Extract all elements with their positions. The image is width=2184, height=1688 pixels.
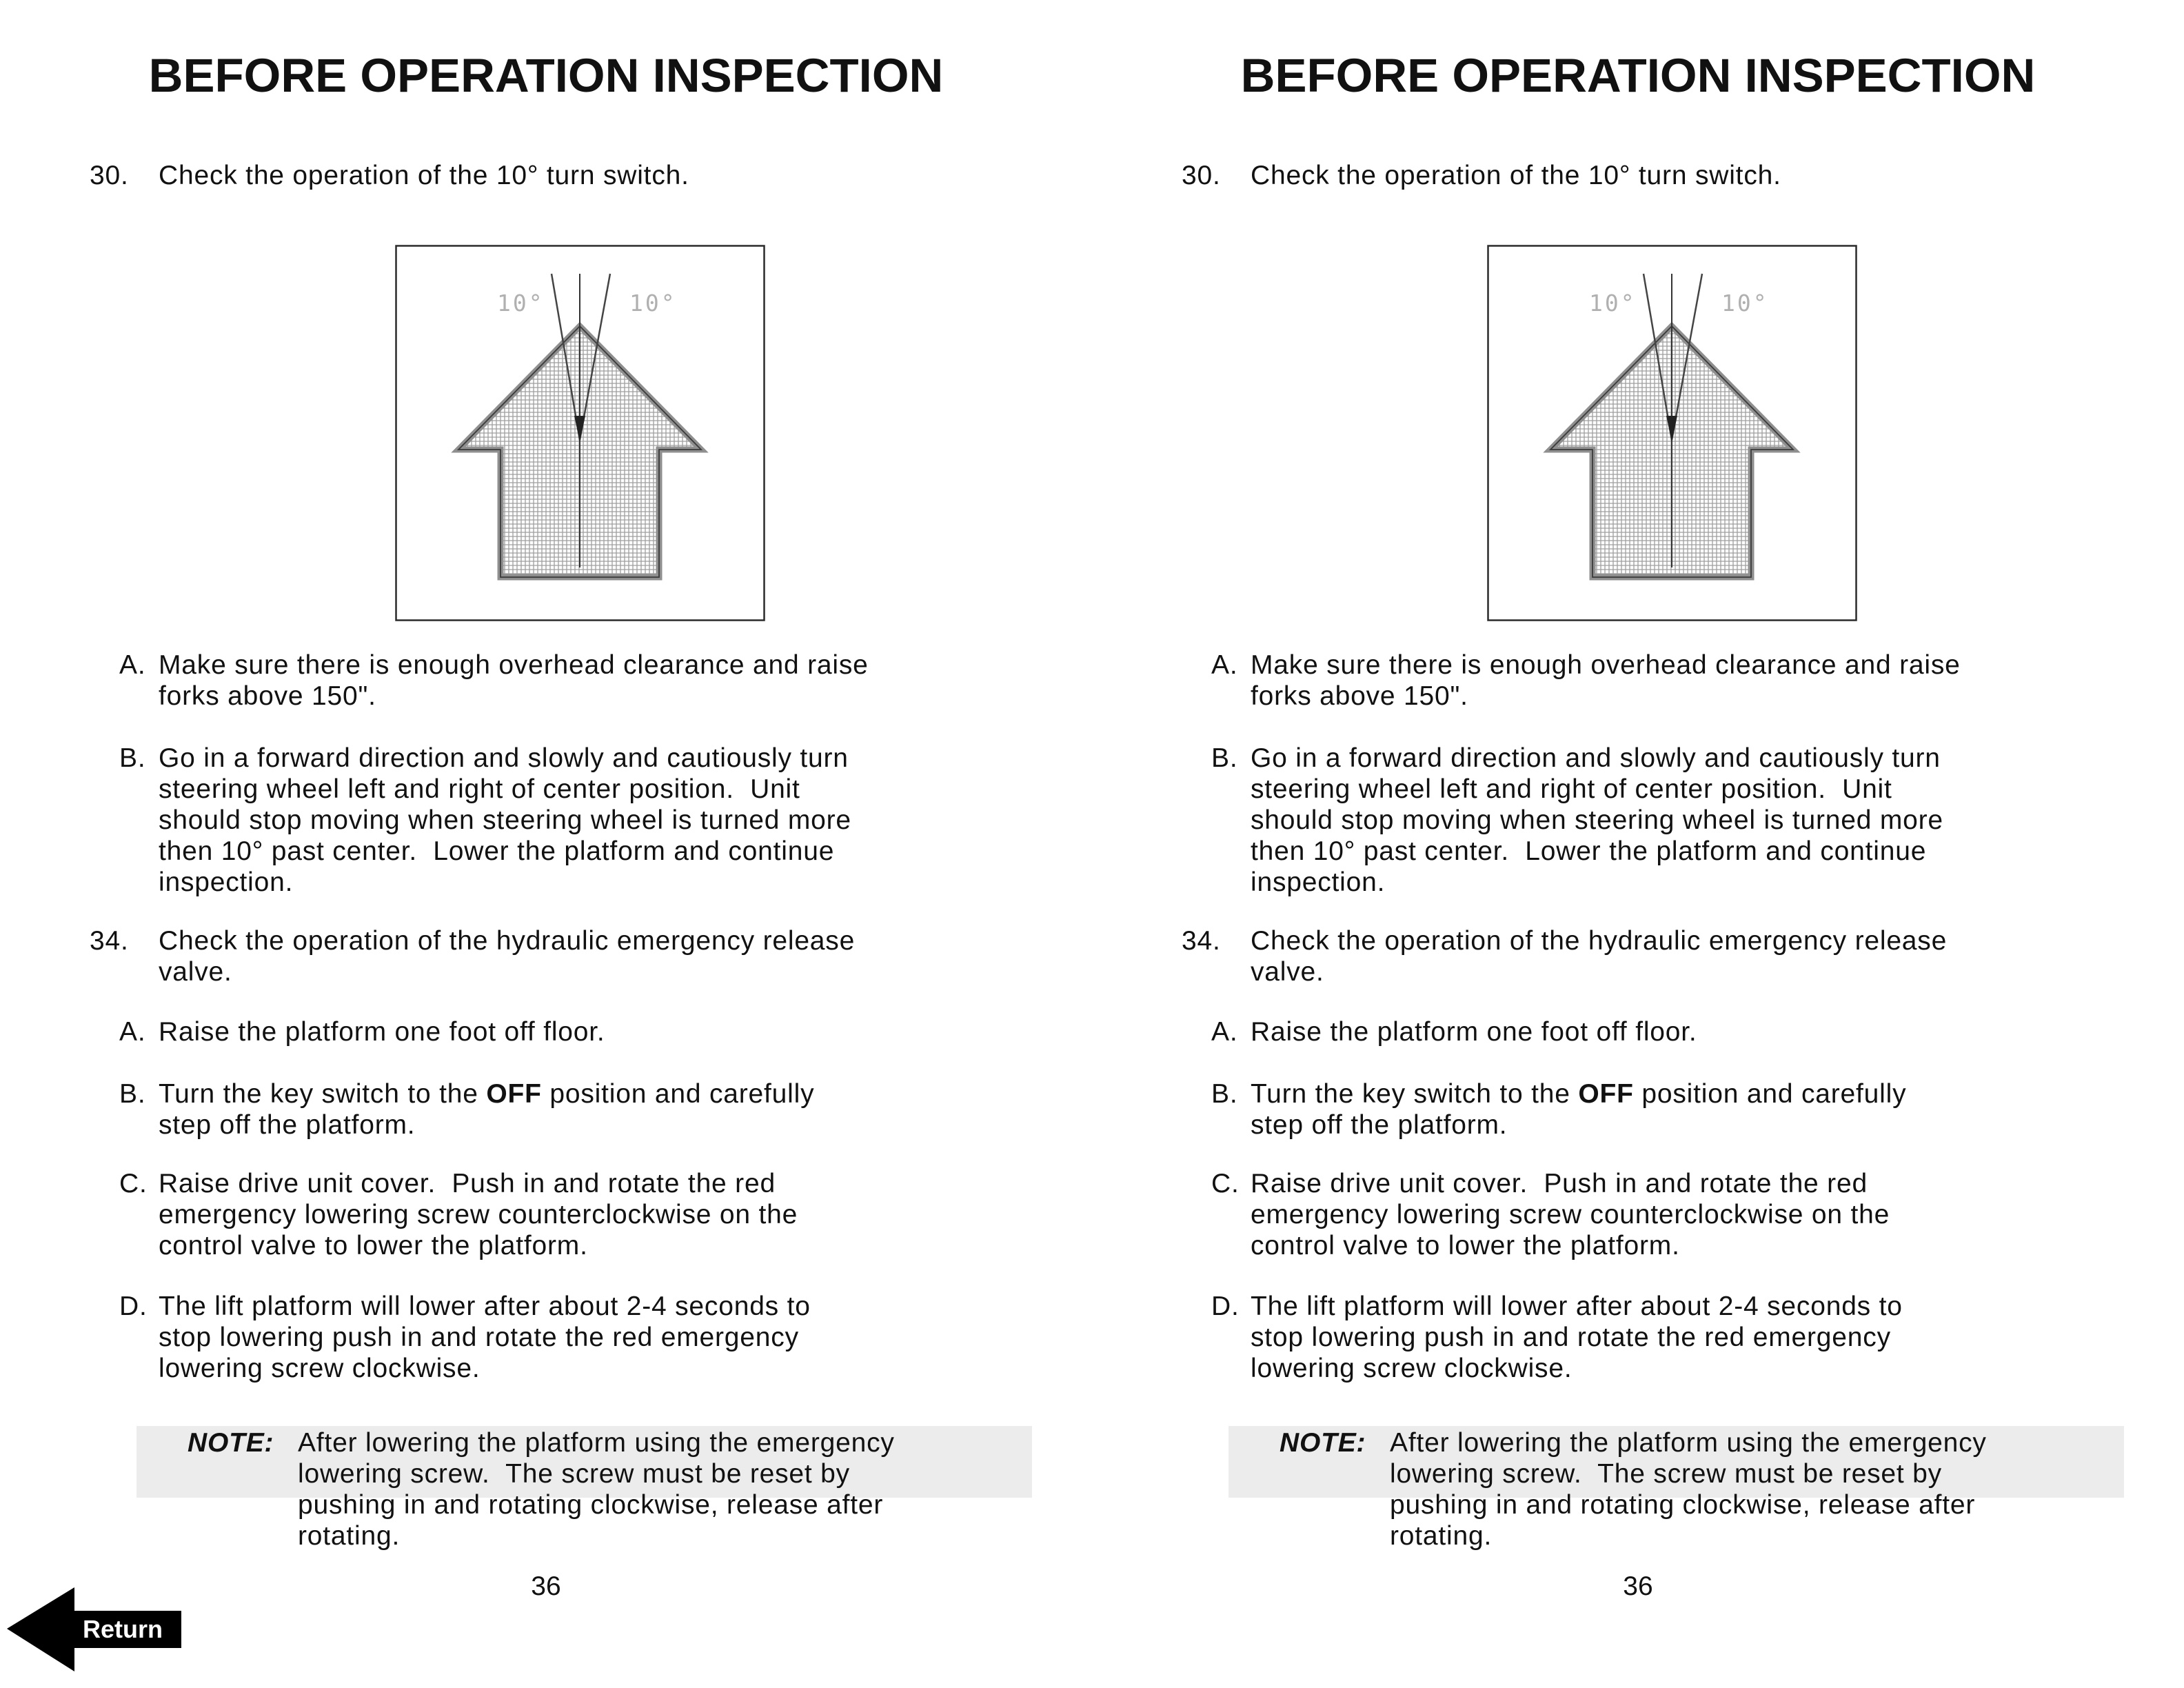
item-text-line: should stop moving when steering wheel is turned more <box>1251 805 1943 835</box>
list-item-34 <box>1182 925 1947 987</box>
item-text-line <box>1251 1078 1906 1109</box>
item-text-line: control valve to lower the platform. <box>1251 1231 1680 1260</box>
item-text-line: Raise drive unit cover. Push in and rotate the red <box>1251 1169 1868 1198</box>
item-text-line: Make sure there is enough overhead clearance and raise <box>1251 650 1961 680</box>
list-item-34B <box>119 1078 814 1141</box>
item-text-line: step off the platform. <box>159 1110 416 1140</box>
list-item-34C <box>1211 1168 1890 1261</box>
item-text-line: steering wheel left and right of center position. Unit <box>1251 774 1892 804</box>
item-text-line: steering wheel left and right of center position. Unit <box>159 774 800 804</box>
item-text-line: emergency lowering screw counterclockwise on the <box>159 1200 798 1229</box>
text-segment: Turn the key switch to the <box>159 1079 487 1109</box>
left-angle-label: 10° <box>497 290 545 316</box>
list-item-30A <box>1211 650 1961 712</box>
item-text-line: then 10° past center. Lower the platform and continue <box>1251 836 1927 866</box>
item-text-line: Raise the platform one foot off floor. <box>1251 1017 1697 1047</box>
item-number: C. <box>119 1169 148 1198</box>
page-title: BEFORE OPERATION INSPECTION <box>148 49 944 102</box>
page-number: 36 <box>1623 1571 1653 1601</box>
text-segment: position and carefully <box>541 1079 815 1109</box>
note-text-line: lowering screw. The screw must be reset by <box>298 1459 850 1489</box>
text-segment: position and carefully <box>1633 1079 1907 1109</box>
list-item-34D <box>1211 1291 1903 1384</box>
list-item-34C <box>119 1168 798 1261</box>
note-text-line: After lowering the platform using the emergency <box>1390 1428 1987 1458</box>
note-text-line: pushing in and rotating clockwise, release after <box>1390 1490 1976 1520</box>
item-number: A. <box>119 650 146 680</box>
list-item-30B <box>119 743 851 898</box>
item-text-line: inspection. <box>1251 867 1386 897</box>
right-angle-label: 10° <box>629 290 677 316</box>
page-title: BEFORE OPERATION INSPECTION <box>1240 49 2036 102</box>
return-button[interactable] <box>6 1586 183 1673</box>
item-number: A. <box>1211 1017 1238 1047</box>
item-number: B. <box>1211 1079 1238 1109</box>
turn-switch-figure <box>1487 245 1857 621</box>
item-text-line: Check the operation of the hydraulic emergency release <box>1251 926 1948 956</box>
note-text-line: After lowering the platform using the emergency <box>298 1428 895 1458</box>
item-number: C. <box>1211 1169 1240 1198</box>
item-text-line <box>159 1078 814 1109</box>
item-number: A. <box>119 1017 146 1047</box>
note-text-line: pushing in and rotating clockwise, release after <box>298 1490 884 1520</box>
item-text-line: forks above 150". <box>159 681 376 711</box>
item-text-line: should stop moving when steering wheel is turned more <box>159 805 851 835</box>
item-number: B. <box>1211 743 1238 773</box>
item-text-line: step off the platform. <box>1251 1110 1508 1140</box>
list-item-30A <box>119 650 869 712</box>
right-angle-label: 10° <box>1721 290 1769 316</box>
item-text-line: Go in a forward direction and slowly and cautiously turn <box>1251 743 1941 773</box>
item-text-line: forks above 150". <box>1251 681 1468 711</box>
item-text-line: control valve to lower the platform. <box>159 1231 588 1260</box>
item-number: 34. <box>1182 926 1221 956</box>
note-text-line: lowering screw. The screw must be reset by <box>1390 1459 1942 1489</box>
list-item-30 <box>90 160 689 191</box>
text-segment: Turn the key switch to the <box>1251 1079 1579 1109</box>
bold-text-segment: OFF <box>1578 1079 1634 1109</box>
note-text-line: rotating. <box>298 1521 401 1551</box>
list-item-34B <box>1211 1078 1906 1141</box>
item-text: Check the operation of the 10° turn switch. <box>1251 161 1781 190</box>
item-text-line: The lift platform will lower after about 2-4 seconds to <box>1251 1292 1903 1321</box>
item-number: B. <box>119 1079 146 1109</box>
item-text-line: stop lowering push in and rotate the red emergency <box>1251 1323 1891 1352</box>
item-text-line: emergency lowering screw counterclockwise on the <box>1251 1200 1890 1229</box>
item-text-line: lowering screw clockwise. <box>1251 1354 1573 1383</box>
list-item-34A <box>1211 1016 1697 1047</box>
note-block <box>188 1427 895 1551</box>
item-number: A. <box>1211 650 1238 680</box>
item-number: B. <box>119 743 146 773</box>
item-number: 30. <box>90 161 129 190</box>
item-number: D. <box>119 1292 148 1321</box>
item-number: 30. <box>1182 161 1221 190</box>
note-label: NOTE: <box>188 1428 274 1458</box>
item-text-line: valve. <box>159 957 232 987</box>
item-text-line: The lift platform will lower after about 2-4 seconds to <box>159 1292 811 1321</box>
item-text: Check the operation of the 10° turn switch. <box>159 161 689 190</box>
left-angle-label: 10° <box>1589 290 1637 316</box>
page-number: 36 <box>531 1571 561 1601</box>
list-item-34D <box>119 1291 811 1384</box>
list-item-30 <box>1182 160 1781 191</box>
item-text-line: Check the operation of the hydraulic emergency release <box>159 926 856 956</box>
item-text-line: Raise drive unit cover. Push in and rotate the red <box>159 1169 776 1198</box>
note-label: NOTE: <box>1280 1428 1366 1458</box>
item-text-line: stop lowering push in and rotate the red emergency <box>159 1323 799 1352</box>
bold-text-segment: OFF <box>486 1079 542 1109</box>
item-text-line: Make sure there is enough overhead clearance and raise <box>159 650 869 680</box>
return-button-label: Return <box>83 1615 163 1643</box>
list-item-34 <box>90 925 855 987</box>
item-number: 34. <box>90 926 129 956</box>
item-text-line: valve. <box>1251 957 1324 987</box>
list-item-34A <box>119 1016 605 1047</box>
item-text-line: lowering screw clockwise. <box>159 1354 481 1383</box>
item-text-line: Raise the platform one foot off floor. <box>159 1017 605 1047</box>
item-text-line: inspection. <box>159 867 294 897</box>
item-text-line: Go in a forward direction and slowly and cautiously turn <box>159 743 849 773</box>
turn-switch-figure <box>395 245 765 621</box>
item-text-line: then 10° past center. Lower the platform and continue <box>159 836 835 866</box>
manual-page-right <box>1092 0 2184 1688</box>
note-text-line: rotating. <box>1390 1521 1493 1551</box>
list-item-30B <box>1211 743 1943 898</box>
note-block <box>1280 1427 1987 1551</box>
item-number: D. <box>1211 1292 1240 1321</box>
